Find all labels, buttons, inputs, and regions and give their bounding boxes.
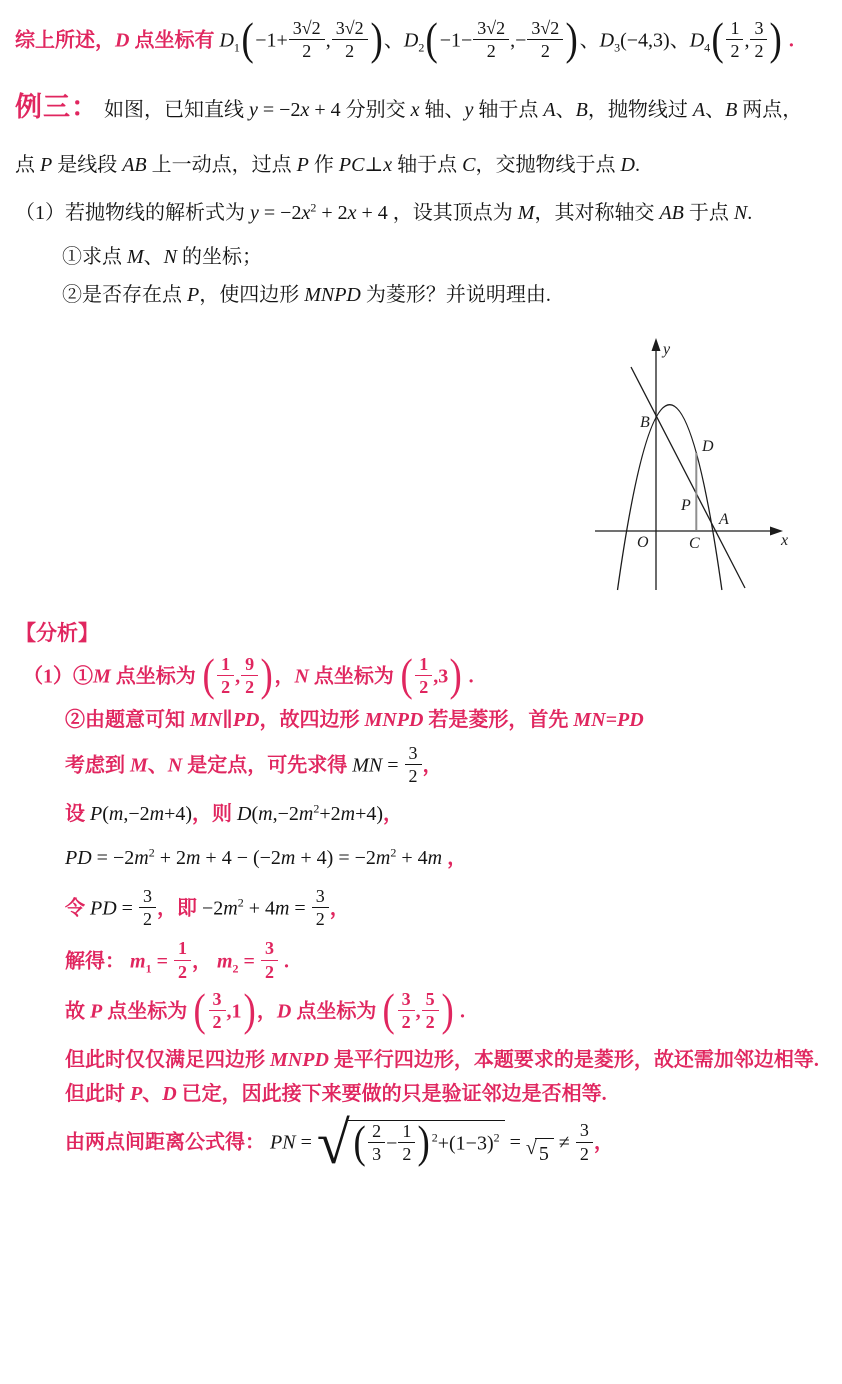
label-point-c: C bbox=[689, 535, 700, 553]
analysis-pd-expression: PD = $-2m^2 + 2m + 4 - (-2m + 4) = -2m^2 + 4m$ ， bbox=[65, 845, 468, 870]
analysis-rhombus-condition: ②由题意可知 MN∥PD，故四边形 MNPD 若是菱形，首先 MN=PD bbox=[65, 709, 644, 732]
example3-intro-line1: 例三： 如图，已知直线 y = −2x + 4 分别交 x 轴、y 轴于点 A、B，抛物线过 A、B 两点， bbox=[15, 92, 803, 123]
analysis-set-p-d: 设 P(m,−2m+4)，则 $D(m,-2m^2+2m+4)$， bbox=[65, 801, 404, 826]
subquestion-1: ①求点 M、N 的坐标； bbox=[62, 246, 263, 269]
analysis-solutions: 解得： $m_1$ = $\frac{1}{2}$ ， $m_2$ = $\frac{3}{2}$ . bbox=[65, 938, 289, 982]
subquestion-2: ②是否存在点 P，使四边形 MNPD 为菱形？并说明理由. bbox=[62, 284, 551, 307]
label-point-a: A bbox=[719, 511, 729, 529]
analysis-distance-formula: 由两点间距离公式得： PN = √ ( $\frac{2}{3}$ − $\frac{1}{2}$ ) $^2+(1-3)^2$ = √ 5 ≠ $\frac{3}{2}$ ， bbox=[65, 1110, 614, 1177]
analysis-point-coords: 故 P 点坐标为 ( $\frac{3}{2}$ ,1)，D 点坐标为 ( $\frac{3}{2}$ , $\frac{5}{2}$ ) . bbox=[65, 983, 465, 1035]
label-origin: O bbox=[637, 534, 649, 552]
summary-line: 综上所述，D 点坐标有 $D_1(-1+$ $\frac{3√2}{2}$ , $\frac{3√2}{2}$ )、$D_2(-1-$ $\frac{3√2}{2}$ ,− $\frac{3√2}{2}$ )、$D_3(-4,3)$、$D_4$( $\frac{1}{2}$ , $\frac{3}{2}$ ) . bbox=[15, 12, 794, 64]
label-point-d: D bbox=[702, 438, 714, 456]
parabola-curve bbox=[618, 405, 722, 590]
part1-statement: （1）若抛物线的解析式为 $y = -2x^2 + 2x + 4$ ，设其顶点为 M，其对称轴交 AB 于点 N. bbox=[15, 200, 753, 225]
parabola-figure bbox=[570, 335, 830, 603]
example3-intro-line2: 点 P 是线段 AB 上一动点，过点 P 作 PC⊥x 轴于点 C，交抛物线于点 D. bbox=[15, 154, 640, 177]
line-ab bbox=[631, 367, 745, 588]
analysis-equation: 令 PD = $\frac{3}{2}$ ，即 $-2m^2 + 4m$ = $\frac{3}{2}$ ， bbox=[65, 886, 350, 930]
analysis-mn-length: 考虑到 M、N 是定点，可先求得 MN = $\frac{3}{2}$ ， bbox=[65, 742, 443, 787]
label-point-b: B bbox=[640, 414, 650, 432]
analysis-note-parallelogram: 但此时仅仅满足四边形 MNPD 是平行四边形，本题要求的是菱形，故还需加邻边相等. bbox=[65, 1049, 819, 1072]
y-axis-arrow bbox=[652, 338, 661, 351]
label-point-p: P bbox=[681, 497, 691, 515]
label-y-axis: y bbox=[663, 341, 671, 359]
figure-container bbox=[15, 335, 830, 603]
analysis-coords-mn: （1）①M 点坐标为 ( $\frac{1}{2}$ , $\frac{9}{2}$ )，N 点坐标为 ( $\frac{1}{2}$ ,3) . bbox=[23, 648, 474, 700]
label-x-axis: x bbox=[781, 532, 789, 550]
analysis-note-verify: 但此时 P、D 已定，因此接下来要做的只是验证邻边是否相等. bbox=[65, 1083, 607, 1106]
analysis-heading: 【分析】 bbox=[15, 621, 99, 646]
